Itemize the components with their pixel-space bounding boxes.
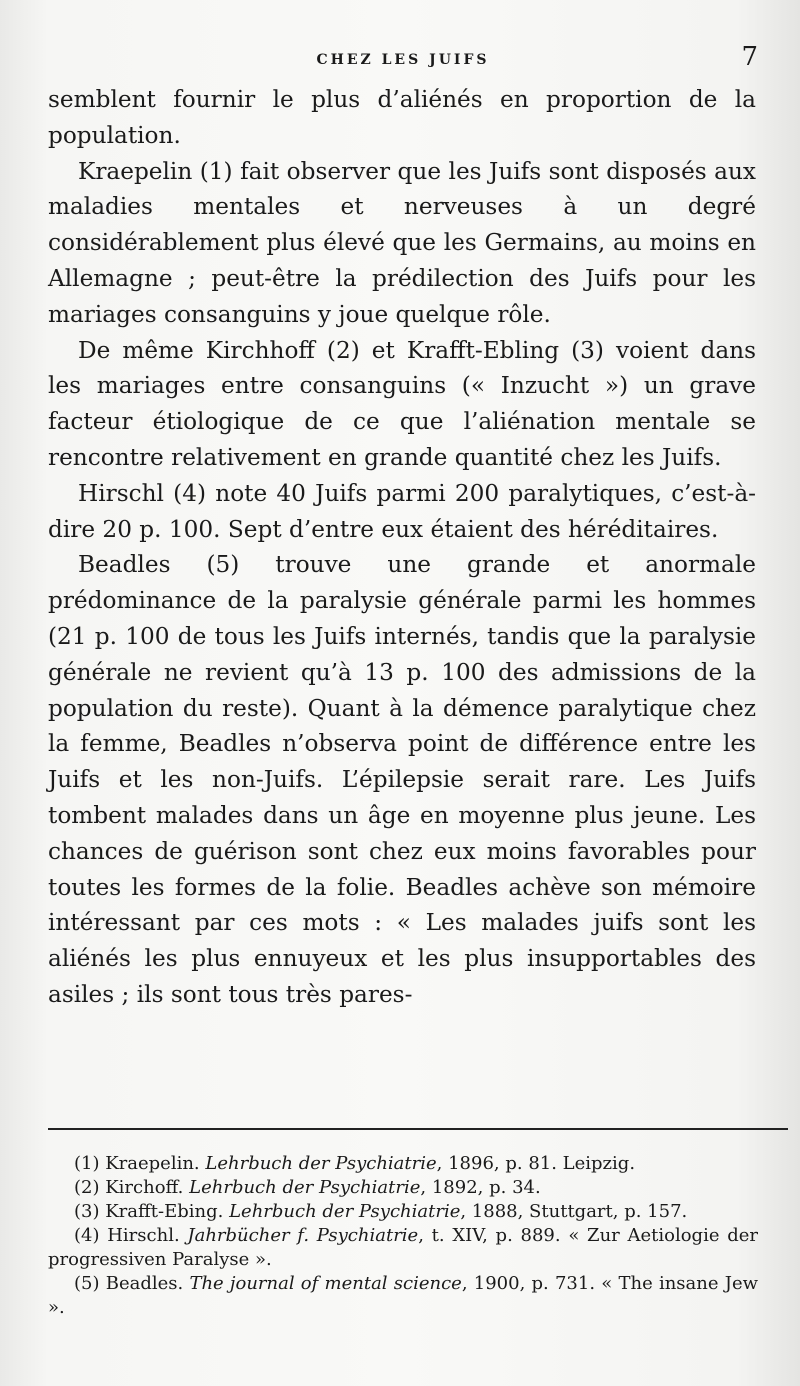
footnote-1: (1) Kraepelin. Lehrbuch der Psychiatrie, 1896, p. 81. Leipzig. (74, 1153, 636, 1174)
footnotes (48, 1152, 758, 1320)
paragraph-beadles: Beadles (5) trouve une grande et anormale prédominance de la paralysie générale parmi les hommes (21 p. 100 de tous les Juifs internés, tandis que la paralysie générale ne revient qu’à 13 p. 100 des admissions de la population du reste). Quant à la démence paralytique chez la femme, Beadles n’observa point de différence entre les Juifs et les non-Juifs. L’épilepsie serait rare. Les Juifs tombent malades dans un âge en moyenne plus jeune. Les chances de guérison sont chez eux moins favorables pour toutes les formes de la folie. Beadles achève son mémoire intéressant par ces mots : « Les malades juifs sont les aliénés les plus ennuyeux et les plus insupportables des asiles ; ils sont tous très pares- (48, 551, 756, 1008)
paragraph-hirschl: Hirschl (4) note 40 Juifs parmi 200 paralytiques, c’est-à-dire 20 p. 100. Sept d’entre eux étaient des héréditaires. (48, 479, 756, 543)
footnote-3: (3) Krafft-Ebing. Lehrbuch der Psychiatrie, 1888, Stuttgart, p. 157. (74, 1201, 688, 1222)
footnote-4: (4) Hirschl. Jahrbücher f. Psychiatrie, t. XIV, p. 889. « Zur Aetiologie der progressiven Paralyse ». (48, 1225, 758, 1270)
paragraph-continuation: semblent fournir le plus d’aliénés en proportion de la population. (48, 86, 756, 149)
footnote-divider (48, 1128, 788, 1130)
footnote-2: (2) Kirchoff. Lehrbuch der Psychiatrie, 1892, p. 34. (74, 1177, 541, 1198)
paragraph-kraepelin: Kraepelin (1) fait observer que les Juifs sont disposés aux maladies mentales et nerveuses à un degré considérablement plus élevé que les Germains, au moins en Allemagne ; peut-être la prédilection des Juifs pour les mariages consanguins y joue quelque rôle. (48, 157, 756, 328)
body-text (48, 82, 756, 1013)
footnote-5: (5) Beadles. The journal of mental science, 1900, p. 731. « The insane Jew ». (48, 1273, 758, 1318)
running-head: CHEZ LES JUIFS (316, 52, 490, 68)
page-header (48, 42, 758, 78)
paragraph-kirchhoff: De même Kirchhoff (2) et Krafft-Ebling (3) voient dans les mariages entre consanguins (« Inzucht ») un grave facteur étiologique de ce que l’aliénation mentale se rencontre relativement en grande quantité chez les Juifs. (48, 336, 756, 471)
page-number: 7 (741, 42, 758, 72)
